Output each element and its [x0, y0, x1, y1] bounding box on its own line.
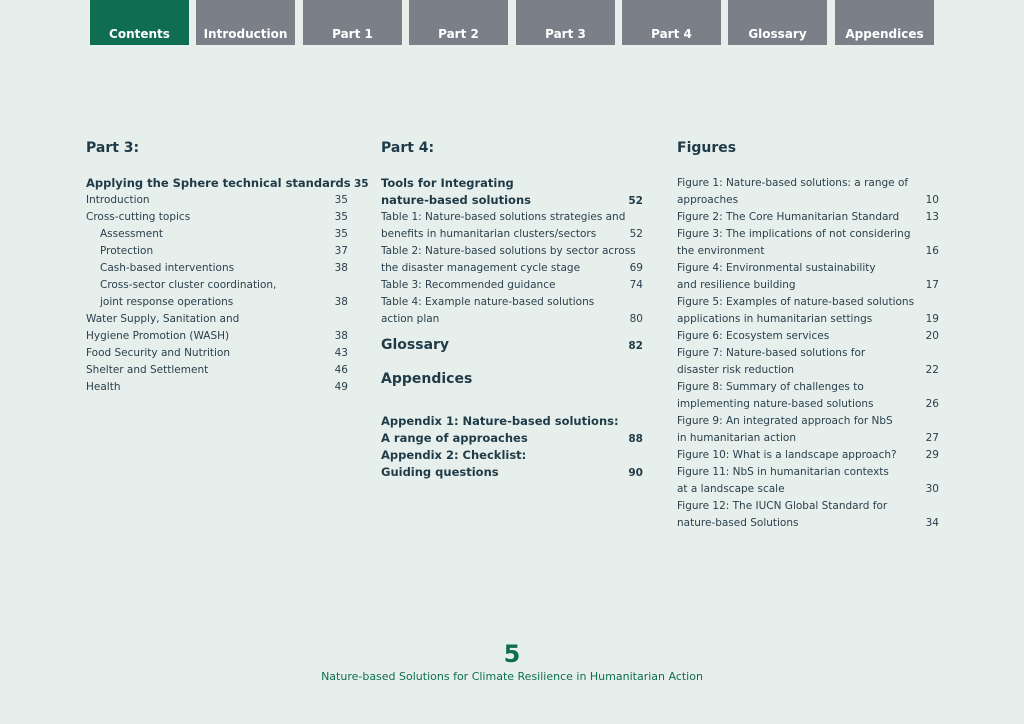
toc-entry-page: 35 — [334, 228, 348, 240]
toc-entry-title: Assessment — [100, 228, 163, 240]
part3-toc-entry[interactable] — [86, 379, 348, 396]
tab-contents[interactable]: Contents — [90, 0, 189, 45]
toc-entry-title: Shelter and Settlement — [86, 364, 209, 376]
part4-toc-entry[interactable] — [381, 362, 643, 396]
toc-entry-page: 16 — [925, 245, 939, 257]
toc-entry-title: benefits in humanitarian clusters/sectors — [381, 228, 597, 240]
tab-part-2[interactable]: Part 2 — [409, 0, 508, 45]
part3-toc-entry[interactable] — [86, 362, 348, 379]
part4-toc-entry[interactable] — [381, 447, 643, 464]
toc-entry-page: 22 — [925, 364, 939, 376]
figures-toc-entry[interactable] — [677, 311, 939, 328]
toc-entry-title: Cross-cutting topics — [86, 211, 191, 223]
toc-entry-page: 35 — [354, 178, 369, 190]
toc-entry-page: 35 — [334, 211, 348, 223]
toc-entry-title: Appendix 2: Checklist: — [381, 448, 527, 462]
part3-column — [86, 138, 369, 396]
toc-entry-title: Figure 1: Nature-based solutions: a range of — [677, 177, 909, 189]
toc-entry-title: Water Supply, Sanitation and — [86, 313, 240, 325]
toc-entry-page: 38 — [334, 296, 348, 308]
toc-entry-page: 69 — [629, 262, 643, 274]
toc-entry-title: in humanitarian action — [677, 432, 796, 444]
figures-toc-entry[interactable] — [677, 396, 939, 413]
part3-toc-entry[interactable] — [86, 175, 369, 192]
part4-toc-entry[interactable] — [381, 413, 643, 430]
toc-entry-page: 88 — [628, 433, 643, 445]
part4-entries — [381, 175, 643, 481]
toc-entry-page: 38 — [334, 262, 348, 274]
part4-heading: Part 4: — [381, 140, 435, 156]
figures-toc-entry[interactable] — [677, 192, 939, 209]
toc-entry-title: Figure 6: Ecosystem services — [677, 330, 830, 342]
toc-entry-page: 10 — [925, 194, 939, 206]
toc-entry-title: Guiding questions — [381, 465, 499, 479]
tab-part-4[interactable]: Part 4 — [622, 0, 721, 45]
toc-entry-title: Hygiene Promotion (WASH) — [86, 330, 230, 342]
toc-entry-title: applications in humanitarian settings — [677, 313, 873, 325]
part4-toc-entry[interactable] — [381, 294, 643, 311]
toc-entry-title: Health — [86, 381, 121, 393]
part3-entries — [86, 175, 369, 396]
toc-entry-page: 52 — [628, 195, 643, 207]
toc-entry-page: 29 — [925, 449, 939, 461]
toc-entry-title: Appendices — [381, 371, 473, 387]
toc-entry-title: A range of approaches — [381, 431, 528, 445]
figures-toc-entry[interactable] — [677, 175, 939, 192]
toc-entry-title: the disaster management cycle stage — [381, 262, 581, 274]
figures-toc-entry[interactable] — [677, 413, 939, 430]
toc-entry-title: Cross-sector cluster coordination, — [100, 279, 277, 291]
toc-entry-title: Table 2: Nature-based solutions by sector across — [381, 245, 636, 257]
part4-toc-entry[interactable] — [381, 277, 643, 294]
toc-entry-page: 35 — [334, 194, 348, 206]
toc-entry-page: 34 — [925, 517, 939, 529]
part3-toc-entry[interactable] — [86, 277, 348, 294]
part4-toc-entry[interactable] — [381, 192, 643, 209]
part4-toc-entry[interactable] — [381, 209, 643, 226]
part3-heading: Part 3: — [86, 140, 140, 156]
toc-entry-title: nature-based solutions — [381, 193, 531, 207]
toc-entry-page: 52 — [629, 228, 643, 240]
toc-entry-title: Introduction — [86, 194, 150, 206]
figures-entries — [677, 175, 939, 532]
figures-toc-entry[interactable] — [677, 481, 939, 498]
toc-entry-title: disaster risk reduction — [677, 364, 795, 376]
toc-entry-title: Figure 7: Nature-based solutions for — [677, 347, 866, 359]
toc-entry-page: 46 — [334, 364, 348, 376]
toc-entry-title: nature-based Solutions — [677, 517, 799, 529]
part4-toc-entry[interactable] — [381, 175, 643, 192]
figures-toc-entry[interactable] — [677, 209, 939, 226]
figures-toc-entry[interactable] — [677, 379, 939, 396]
toc-entry-page: 80 — [629, 313, 643, 325]
tab-part-3[interactable]: Part 3 — [516, 0, 615, 45]
toc-entry-page: 20 — [925, 330, 939, 342]
part4-toc-entry[interactable] — [381, 260, 643, 277]
part3-toc-entry[interactable] — [86, 226, 348, 243]
toc-entry-title: Figure 9: An integrated approach for NbS — [677, 415, 893, 427]
toc-entry-page: 19 — [925, 313, 939, 325]
toc-entry-title: joint response operations — [100, 296, 234, 308]
toc-entry-title: and resilience building — [677, 279, 796, 291]
page-number: 5 — [503, 640, 521, 668]
part4-toc-entry — [381, 396, 643, 413]
part3-toc-entry[interactable] — [86, 243, 348, 260]
toc-entry-title: Figure 5: Examples of nature-based solutions — [677, 296, 915, 308]
toc-entry-page: 13 — [925, 211, 939, 223]
toc-entry-page: 74 — [629, 279, 643, 291]
toc-entry-title: Figure 3: The implications of not considering — [677, 228, 911, 240]
toc-entry-title: Cash-based interventions — [100, 262, 235, 274]
toc-entry-title: Figure 2: The Core Humanitarian Standard — [677, 211, 900, 223]
toc-entry-page: 90 — [628, 467, 643, 479]
part3-toc-entry[interactable] — [86, 209, 348, 226]
toc-entry-page: 30 — [925, 483, 939, 495]
toc-entry-title: Figure 12: The IUCN Global Standard for — [677, 500, 888, 512]
part4-toc-entry[interactable] — [381, 464, 643, 481]
part3-toc-entry[interactable] — [86, 260, 348, 277]
toc-entry-title: Protection — [100, 245, 154, 257]
toc-entry-page: 82 — [628, 340, 643, 352]
part4-column — [381, 138, 643, 481]
toc-entry-title: Figure 4: Environmental sustainability — [677, 262, 876, 274]
figures-toc-entry[interactable] — [677, 260, 939, 277]
toc-entry-title: Appendix 1: Nature-based solutions: — [381, 414, 619, 428]
figures-toc-entry[interactable] — [677, 226, 939, 243]
tab-introduction[interactable]: Introduction — [196, 0, 295, 45]
figures-toc-entry[interactable] — [677, 498, 939, 515]
tab-part-1[interactable]: Part 1 — [303, 0, 402, 45]
figures-toc-entry[interactable] — [677, 345, 939, 362]
toc-entry-title: Applying the Sphere technical standards — [86, 176, 351, 190]
toc-entry-title: approaches — [677, 194, 739, 206]
part4-toc-entry[interactable] — [381, 430, 643, 447]
toc-entry-title: at a landscape scale — [677, 483, 785, 495]
figures-toc-entry[interactable] — [677, 430, 939, 447]
figures-heading: Figures — [677, 140, 737, 156]
figures-column — [677, 138, 939, 532]
part3-toc-entry[interactable] — [86, 345, 348, 362]
tab-glossary[interactable]: Glossary — [728, 0, 827, 45]
figures-toc-entry[interactable] — [677, 294, 939, 311]
part3-toc-entry[interactable] — [86, 192, 348, 209]
figures-toc-entry[interactable] — [677, 243, 939, 260]
toc-entry-page: 26 — [925, 398, 939, 410]
toc-entry-title: Table 4: Example nature-based solutions — [381, 296, 595, 308]
toc-entry-page: 43 — [334, 347, 348, 359]
toc-entry-title: Food Security and Nutrition — [86, 347, 231, 359]
toc-entry-title: action plan — [381, 313, 440, 325]
part3-toc-entry[interactable] — [86, 294, 348, 311]
tab-appendices[interactable]: Appendices — [835, 0, 934, 45]
toc-entry-title: Figure 8: Summary of challenges to — [677, 381, 864, 393]
toc-entry-page: 38 — [334, 330, 348, 342]
toc-entry-title: Glossary — [381, 337, 450, 353]
figures-toc-entry[interactable] — [677, 464, 939, 481]
part4-toc-entry[interactable] — [381, 226, 643, 243]
part3-toc-entry[interactable] — [86, 328, 348, 345]
figures-toc-entry[interactable] — [677, 515, 939, 532]
toc-entry-title: Figure 11: NbS in humanitarian contexts — [677, 466, 889, 478]
toc-entry-page: 37 — [334, 245, 348, 257]
part4-toc-entry[interactable] — [381, 243, 643, 260]
toc-entry-page: 49 — [334, 381, 348, 393]
figures-toc-entry[interactable] — [677, 277, 939, 294]
figures-toc-entry[interactable] — [677, 447, 939, 464]
toc-entry-title: the environment — [677, 245, 765, 257]
footer-doc-title: Nature-based Solutions for Climate Resilience in Humanitarian Action — [321, 670, 703, 683]
figures-toc-entry[interactable] — [677, 328, 939, 345]
toc-entry-page: 27 — [925, 432, 939, 444]
part3-toc-entry[interactable] — [86, 311, 348, 328]
toc-entry-title: Table 3: Recommended guidance — [381, 279, 556, 291]
toc-entry-title: Table 1: Nature-based solutions strategies and — [381, 211, 626, 223]
part4-toc-entry[interactable] — [381, 311, 643, 328]
toc-entry-title: Tools for Integrating — [381, 176, 514, 190]
figures-toc-entry[interactable] — [677, 362, 939, 379]
toc-entry-page: 17 — [925, 279, 939, 291]
toc-entry-title: implementing nature-based solutions — [677, 398, 874, 410]
part4-toc-entry[interactable] — [381, 328, 643, 362]
toc-entry-title: Figure 10: What is a landscape approach? — [677, 449, 897, 461]
